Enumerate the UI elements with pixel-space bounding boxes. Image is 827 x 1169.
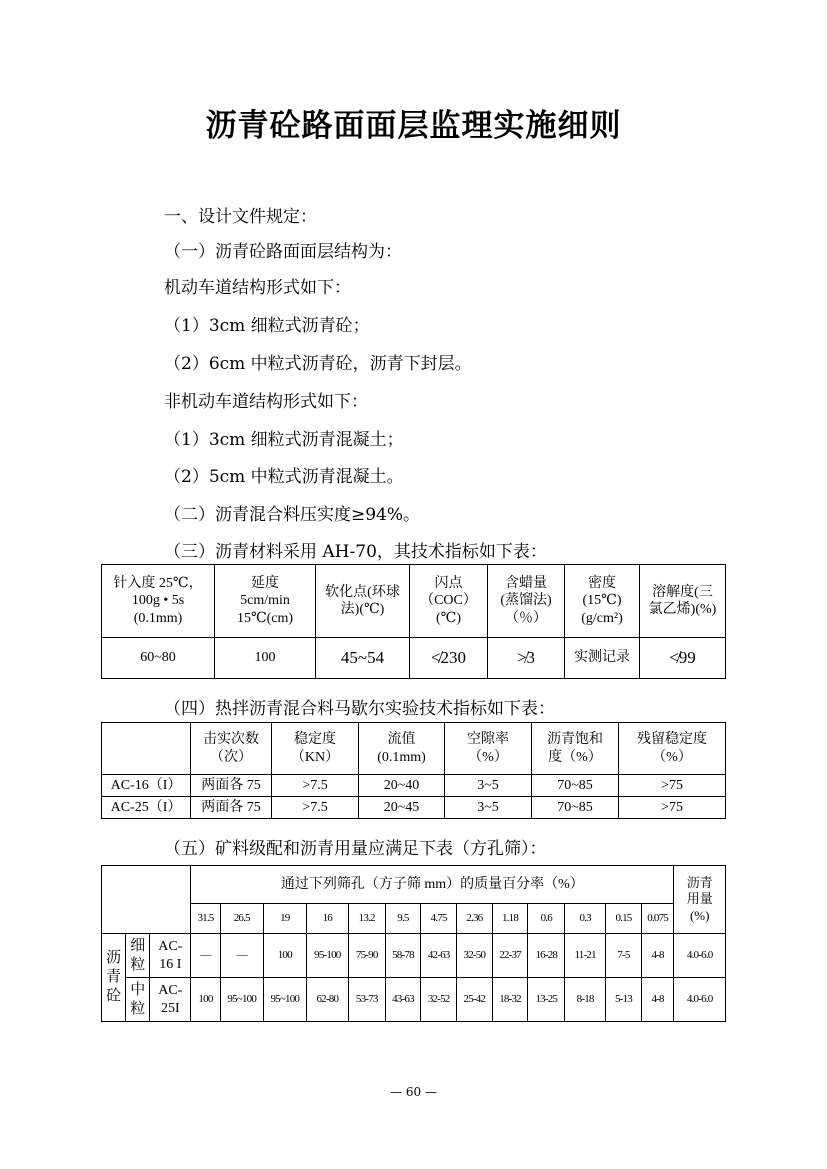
header-cell: 流值 <box>387 732 416 747</box>
table-cell: >75 <box>619 797 726 819</box>
table-cell: 53-73 <box>348 978 385 1022</box>
header-cell: 沥青饱和 <box>547 732 603 747</box>
table-cell: 95-100 <box>306 934 348 978</box>
header-cell: 5cm/min <box>240 593 290 609</box>
table-cell: 两面各 75 <box>191 797 272 819</box>
header-cell: （次） <box>210 749 252 765</box>
header-cell: 氯乙烯)(%) <box>648 602 717 617</box>
header-cell: 含蜡量 <box>505 575 547 591</box>
group-label: 砼 <box>106 987 122 1004</box>
table-cell: 11-21 <box>565 934 606 978</box>
sieve-size: 9.5 <box>385 904 421 934</box>
kind-label: 中 <box>130 981 146 998</box>
table-row <box>102 797 726 819</box>
empty-cell <box>102 866 191 934</box>
sieve-size: 0.6 <box>528 904 565 934</box>
marshall-test-table <box>101 722 726 819</box>
paragraph: 一、设计文件规定： <box>164 207 317 227</box>
header-cell: 度（%） <box>548 749 602 765</box>
sieve-size: 1.18 <box>492 904 528 934</box>
table-cell: 22-37 <box>492 934 528 978</box>
table-cell: 18-32 <box>492 978 528 1022</box>
header-cell: （KN） <box>290 749 340 765</box>
header-cell: 稳定度 <box>294 732 336 747</box>
header-cell: (0.1mm) <box>377 749 426 765</box>
sieve-size: 0.3 <box>565 904 606 934</box>
header-cell: 残留稳定度 <box>637 732 707 747</box>
sieve-size: 31.5 <box>191 904 220 934</box>
table-cell: ≮99 <box>640 638 726 679</box>
table-cell: >7.5 <box>272 797 359 819</box>
paragraph: （一）沥青砼路面面层结构为： <box>164 242 402 262</box>
table-cell: 95~100 <box>220 978 263 1022</box>
paragraph: （2）6cm 中粒式沥青砼，沥青下封层。 <box>164 354 472 374</box>
header-cell: (℃) <box>436 610 461 626</box>
table-row <box>102 775 726 797</box>
table-cell: 62-80 <box>306 978 348 1022</box>
paragraph: （三）沥青材料采用 AH-70，其技术指标如下表： <box>164 542 547 562</box>
kind-label: 粒 <box>130 1000 146 1017</box>
section-heading: （四）热拌沥青混合料马歇尔实验技术指标如下表： <box>164 699 555 719</box>
table-cell: 16-28 <box>528 934 565 978</box>
table-cell: — <box>191 934 220 978</box>
header-cell: 软化点(环球 <box>325 584 400 600</box>
table-cell: 3~5 <box>445 797 532 819</box>
code-label: 16 I <box>159 956 182 972</box>
page-number: — 60 — <box>390 1085 437 1099</box>
table-cell: — <box>220 934 263 978</box>
table-cell: 70~85 <box>532 775 619 797</box>
page-title: 沥青砼路面面层监理实施细则 <box>205 108 622 144</box>
table-cell: >75 <box>619 775 726 797</box>
header-cell: 闪点 <box>434 575 463 591</box>
kind-label: 细 <box>130 937 146 954</box>
group-label: 青 <box>106 969 122 986</box>
sieve-size: 0.075 <box>641 904 674 934</box>
sieve-size: 19 <box>263 904 306 934</box>
header-cell: (蒸馏法) <box>500 593 552 609</box>
table-row <box>102 934 726 978</box>
header-cell: （%） <box>468 749 508 765</box>
sieve-size: 4.75 <box>421 904 457 934</box>
header-cell: 用量 <box>686 891 713 907</box>
table-cell: 两面各 75 <box>191 775 272 797</box>
header-cell: (15℃) <box>582 593 622 609</box>
table-cell: 20~40 <box>359 775 445 797</box>
table-cell: 43-63 <box>385 978 421 1022</box>
header-cell: 沥青 <box>686 875 713 891</box>
paragraph: （1）3cm 细粒式沥青混凝土； <box>164 430 404 450</box>
header-cell: (%) <box>689 907 710 923</box>
table-cell: AC-16（I） <box>102 775 191 797</box>
header-cell: （％） <box>505 610 547 626</box>
table-cell: 100 <box>191 978 220 1022</box>
gradation-table <box>101 865 726 1022</box>
table-cell: 32-52 <box>421 978 457 1022</box>
header-cell: 溶解度(三 <box>652 584 713 600</box>
table-cell: 95~100 <box>263 978 306 1022</box>
header-cell: 法)(℃) <box>340 602 385 617</box>
table-cell: 8-18 <box>565 978 606 1022</box>
table-cell: 13-25 <box>528 978 565 1022</box>
header-cell: （COC） <box>420 593 477 609</box>
table-cell: 4.0-6.0 <box>674 934 726 978</box>
sieve-size: 16 <box>306 904 348 934</box>
header-cell: (0.1mm) <box>133 610 183 626</box>
table-cell: ≯3 <box>488 638 565 679</box>
table-cell: 25-42 <box>457 978 493 1022</box>
table-cell: 100 <box>215 638 316 679</box>
sieve-size: 2.36 <box>457 904 493 934</box>
span-header: 通过下列筛孔（方子筛 mm）的质量百分率（%） <box>191 866 674 904</box>
table-cell: 100 <box>263 934 306 978</box>
code-label: AC- <box>158 939 183 954</box>
group-label: 沥 <box>106 950 122 967</box>
table-cell: 4.0-6.0 <box>674 978 726 1022</box>
section-heading: （五）矿料级配和沥青用量应满足下表（方孔筛）： <box>164 839 547 859</box>
header-cell: 密度 <box>588 575 616 591</box>
table-cell: 60~80 <box>102 638 215 679</box>
table-cell: ≮230 <box>410 638 488 679</box>
paragraph: 非机动车道结构形式如下： <box>164 392 368 412</box>
table-cell: 70~85 <box>532 797 619 819</box>
paragraph: （2）5cm 中粒式沥青混凝土。 <box>164 467 404 487</box>
table-cell: 3~5 <box>445 775 532 797</box>
table-cell: 58-78 <box>385 934 421 978</box>
kind-label: 粒 <box>130 956 146 973</box>
table-cell: 75-90 <box>348 934 385 978</box>
sieve-size: 0.15 <box>606 904 642 934</box>
paragraph: （1）3cm 细粒式沥青砼； <box>164 316 370 336</box>
table-cell: 45~54 <box>316 638 410 679</box>
table-cell: 32-50 <box>457 934 493 978</box>
paragraph: （二）沥青混合料压实度≥94%。 <box>164 505 421 525</box>
code-label: AC- <box>158 983 183 998</box>
header-cell: 15℃(cm) <box>236 610 294 626</box>
table-cell: 20~45 <box>359 797 445 819</box>
table-cell: 7-5 <box>606 934 642 978</box>
table-cell: AC-25（I） <box>102 797 191 819</box>
sieve-size: 26.5 <box>220 904 263 934</box>
header-cell: 空隙率 <box>467 732 509 747</box>
sieve-size: 13.2 <box>348 904 385 934</box>
empty-cell <box>102 723 191 775</box>
paragraph: 机动车道结构形式如下： <box>164 278 351 298</box>
table-cell: 42-63 <box>421 934 457 978</box>
table-cell: 4-8 <box>641 934 674 978</box>
table-cell: 5-13 <box>606 978 642 1022</box>
header-cell: （%） <box>652 749 692 765</box>
table-row <box>102 978 726 1022</box>
table-cell: 4-8 <box>641 978 674 1022</box>
code-label: 25I <box>160 1000 180 1016</box>
table-cell: >7.5 <box>272 775 359 797</box>
header-cell: 针入度 25℃， <box>113 575 203 591</box>
asphalt-spec-table <box>101 564 726 679</box>
header-cell: 100g • 5s <box>131 593 185 609</box>
header-cell: 击实次数 <box>203 732 259 747</box>
table-cell: 实测记录 <box>565 638 640 679</box>
header-cell: (g/cm²) <box>581 610 623 626</box>
header-cell: 延度 <box>251 575 279 591</box>
